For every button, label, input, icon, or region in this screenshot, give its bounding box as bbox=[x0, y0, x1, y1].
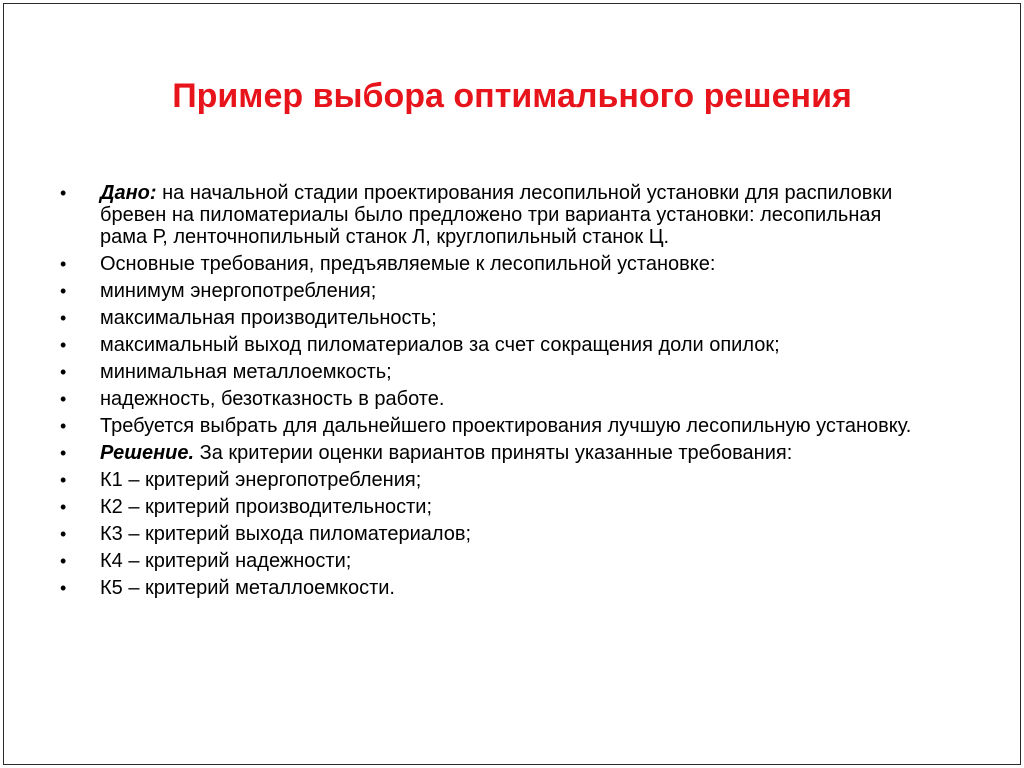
bullet-criterion-k5 bbox=[60, 577, 930, 599]
bullet-criterion-k3 bbox=[60, 523, 930, 545]
bullet-dot-icon: • bbox=[60, 416, 67, 436]
bullet-dot-icon: • bbox=[60, 308, 67, 328]
bullet-dot-icon: • bbox=[60, 254, 67, 274]
bullet-dot-icon: • bbox=[60, 362, 67, 382]
bullet-criterion-k1 bbox=[60, 469, 930, 491]
bullet-dot-icon: • bbox=[60, 389, 67, 409]
given-text: на начальной стадии проектирования лесопильной установки для распиловки бревен на пиломатериалы было предложено три варианта установки: лесопильная рама Р, ленточнопильный станок Л, круглопильный станок Ц. bbox=[100, 182, 893, 248]
task-text: Требуется выбрать для дальнейшего проектирования лучшую лесопильную установку. bbox=[100, 415, 912, 437]
bullet-dot-icon: • bbox=[60, 524, 67, 544]
requirement-metal-text: минимальная металлоемкость; bbox=[100, 361, 392, 383]
bullet-task bbox=[60, 415, 930, 437]
requirements-intro-text: Основные требования, предъявляемые к лесопильной установке: bbox=[100, 253, 716, 275]
requirement-productivity-text: максимальная производительность; bbox=[100, 307, 437, 329]
requirement-energy-text: минимум энергопотребления; bbox=[100, 280, 377, 302]
criterion-k1-text: К1 – критерий энергопотребления; bbox=[100, 469, 422, 491]
slide-title: Пример выбора оптимального решения bbox=[172, 77, 852, 115]
criterion-k2-text: К2 – критерий производительности; bbox=[100, 496, 433, 518]
bullet-solution bbox=[60, 442, 930, 464]
bullet-given bbox=[60, 182, 930, 248]
bullet-requirement-yield bbox=[60, 334, 930, 356]
criterion-k3-text: К3 – критерий выхода пиломатериалов; bbox=[100, 523, 472, 545]
bullet-dot-icon: • bbox=[60, 443, 67, 463]
bullet-dot-icon: • bbox=[60, 497, 67, 517]
bullet-criterion-k4 bbox=[60, 550, 930, 572]
solution-text: За критерии оценки вариантов приняты указанные требования: bbox=[194, 442, 793, 464]
given-label: Дано: bbox=[100, 182, 157, 204]
solution-label: Решение. bbox=[100, 442, 195, 464]
bullet-dot-icon: • bbox=[60, 551, 67, 571]
bullet-requirement-metal bbox=[60, 361, 930, 383]
bullet-requirement-energy bbox=[60, 280, 930, 302]
criterion-k4-text: К4 – критерий надежности; bbox=[100, 550, 352, 572]
bullet-dot-icon: • bbox=[60, 335, 67, 355]
bullet-requirement-reliability bbox=[60, 388, 930, 410]
bullet-dot-icon: • bbox=[60, 470, 67, 490]
requirement-yield-text: максимальный выход пиломатериалов за счет сокращения доли опилок; bbox=[100, 334, 780, 356]
bullet-requirements-intro bbox=[60, 253, 930, 275]
bullet-requirement-productivity bbox=[60, 307, 930, 329]
criterion-k5-text: К5 – критерий металлоемкости. bbox=[100, 577, 395, 599]
bullet-criterion-k2 bbox=[60, 496, 930, 518]
requirement-reliability-text: надежность, безотказность в работе. bbox=[100, 388, 445, 410]
bullet-dot-icon: • bbox=[60, 183, 67, 203]
bullet-dot-icon: • bbox=[60, 281, 67, 301]
bullet-dot-icon: • bbox=[60, 578, 67, 598]
bullet-list bbox=[60, 182, 930, 604]
